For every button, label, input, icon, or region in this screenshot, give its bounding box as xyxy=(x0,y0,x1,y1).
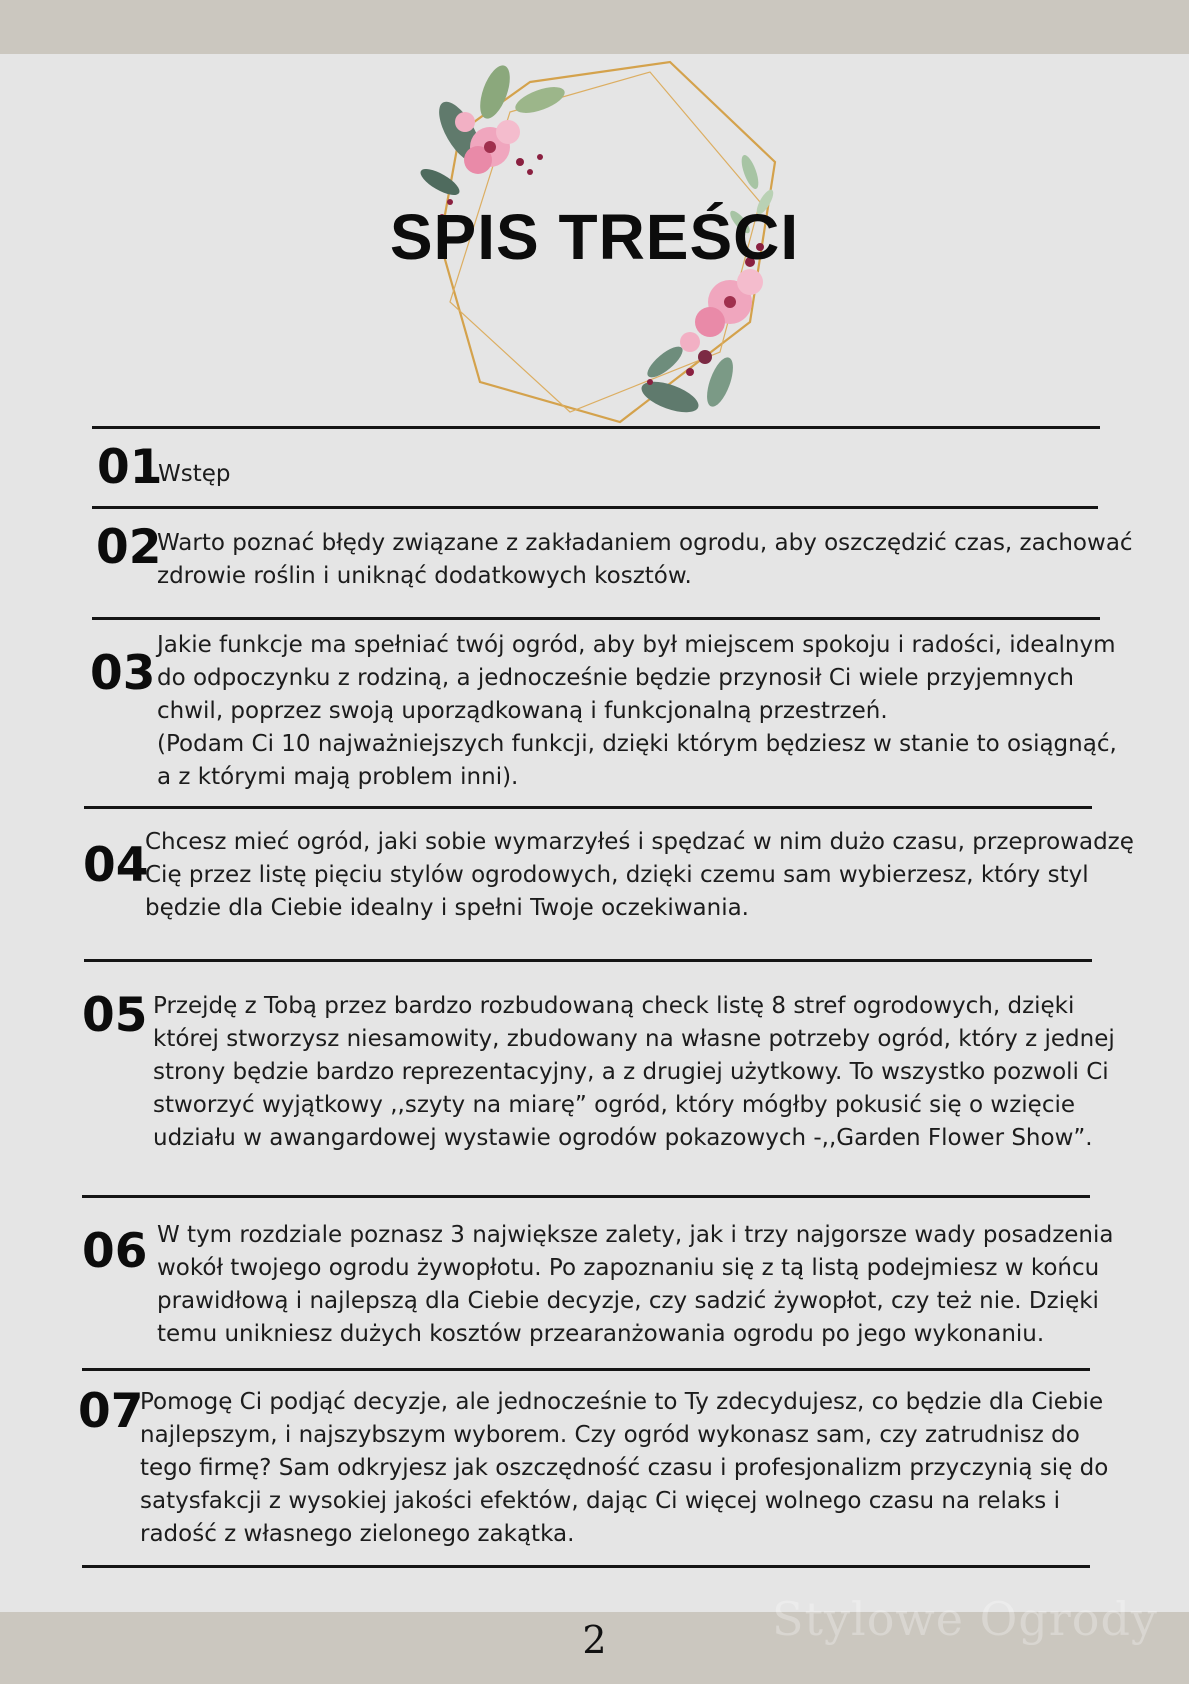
divider xyxy=(82,1368,1090,1371)
divider xyxy=(82,1565,1090,1568)
flower-cluster-top-icon xyxy=(420,62,568,220)
entry-number: 06 xyxy=(82,1224,148,1279)
entry-text: Warto poznać błędy związane z zakładaniem ogrodu, aby oszczędzić czas, zachować zdrowie roślin i uniknąć dodatkowych kosztów. xyxy=(157,530,1133,589)
entry-text: W tym rozdziale poznasz 3 największe zalety, jak i trzy najgorsze wady posadzenia wokół twojego ogrodu żywopłotu. Po zapoznaniu się z tą listą podejmiesz w końcu prawidłową i najlepszą dla Ciebie decyzje, czy sadzić żywopłot, czy też nie. Dzięki temu unikniesz dużych kosztów przearanżowania ogrodu po jego wykonaniu. xyxy=(157,1222,1114,1347)
brand-watermark: Stylowe Ogrody xyxy=(772,1592,1158,1646)
entry-text: Wstęp xyxy=(158,461,231,487)
entry-number: 04 xyxy=(83,838,149,893)
entry-number: 03 xyxy=(90,646,156,701)
entry-text: Przejdę z Tobą przez bardzo rozbudowaną check listę 8 stref ogrodowych, dzięki której stworzysz niesamowity, zbudowany na własne potrzeby ogród, który z jednej strony będzie bardzo reprezentacyjny, a z drugiej użytkowy. To wszystko pozwoli Ci stworzyć wyjątkowy ,,szyty na miarę” ogród, który mógłby pokusić się o wzięcie udziału w awangardowej wystawie ogrodów pokazowych -,,Garden Flower Show”. xyxy=(153,993,1115,1151)
entry-text: Chcesz mieć ogród, jaki sobie wymarzyłeś i spędzać w nim dużo czasu, przeprowadzę Cię przez listę pięciu stylów ogrodowych, dzięki czemu sam wybierzesz, który styl będzie dla Ciebie idealny i spełni Twoje oczekiwania. xyxy=(145,829,1134,921)
divider xyxy=(84,959,1092,962)
divider xyxy=(84,806,1092,809)
top-band xyxy=(0,0,1189,54)
entry-text: Jakie funkcje ma spełniać twój ogród, aby był miejscem spokoju i radości, idealnym do odpoczynku z rodziną, a jednocześnie będzie przynosił Ci wiele przyjemnych chwil, poprzez swoją uporządkowaną i funkcjonalną przestrzeń. (Podam Ci 10 najważniejszych funkcji, dzięki którym będziesz w stanie to osiągnąć, a z którymi mają problem inni). xyxy=(157,632,1117,790)
divider xyxy=(92,506,1098,509)
entry-number: 01 xyxy=(97,440,163,495)
divider xyxy=(92,617,1100,620)
entry-number: 05 xyxy=(82,988,148,1043)
page-title: SPIS TREŚCI xyxy=(389,201,800,273)
divider xyxy=(82,1195,1090,1198)
entry-number: 07 xyxy=(78,1384,144,1439)
page-number: 2 xyxy=(582,1618,607,1662)
entry-number: 02 xyxy=(96,520,162,575)
divider xyxy=(92,426,1100,429)
entry-text: Pomogę Ci podjąć decyzje, ale jednocześnie to Ty zdecydujesz, co będzie dla Ciebie najlepszym, i najszybszym wyborem. Czy ogród wykonasz sam, czy zatrudnisz do tego firmę? Sam odkryjesz jak oszczędność czasu i profesjonalizm przyczynią się do satysfakcji z wysokiej jakości efektów, dając Ci więcej wolnego czasu na relaks i radość z własnego zielonego zakątka. xyxy=(140,1389,1109,1547)
